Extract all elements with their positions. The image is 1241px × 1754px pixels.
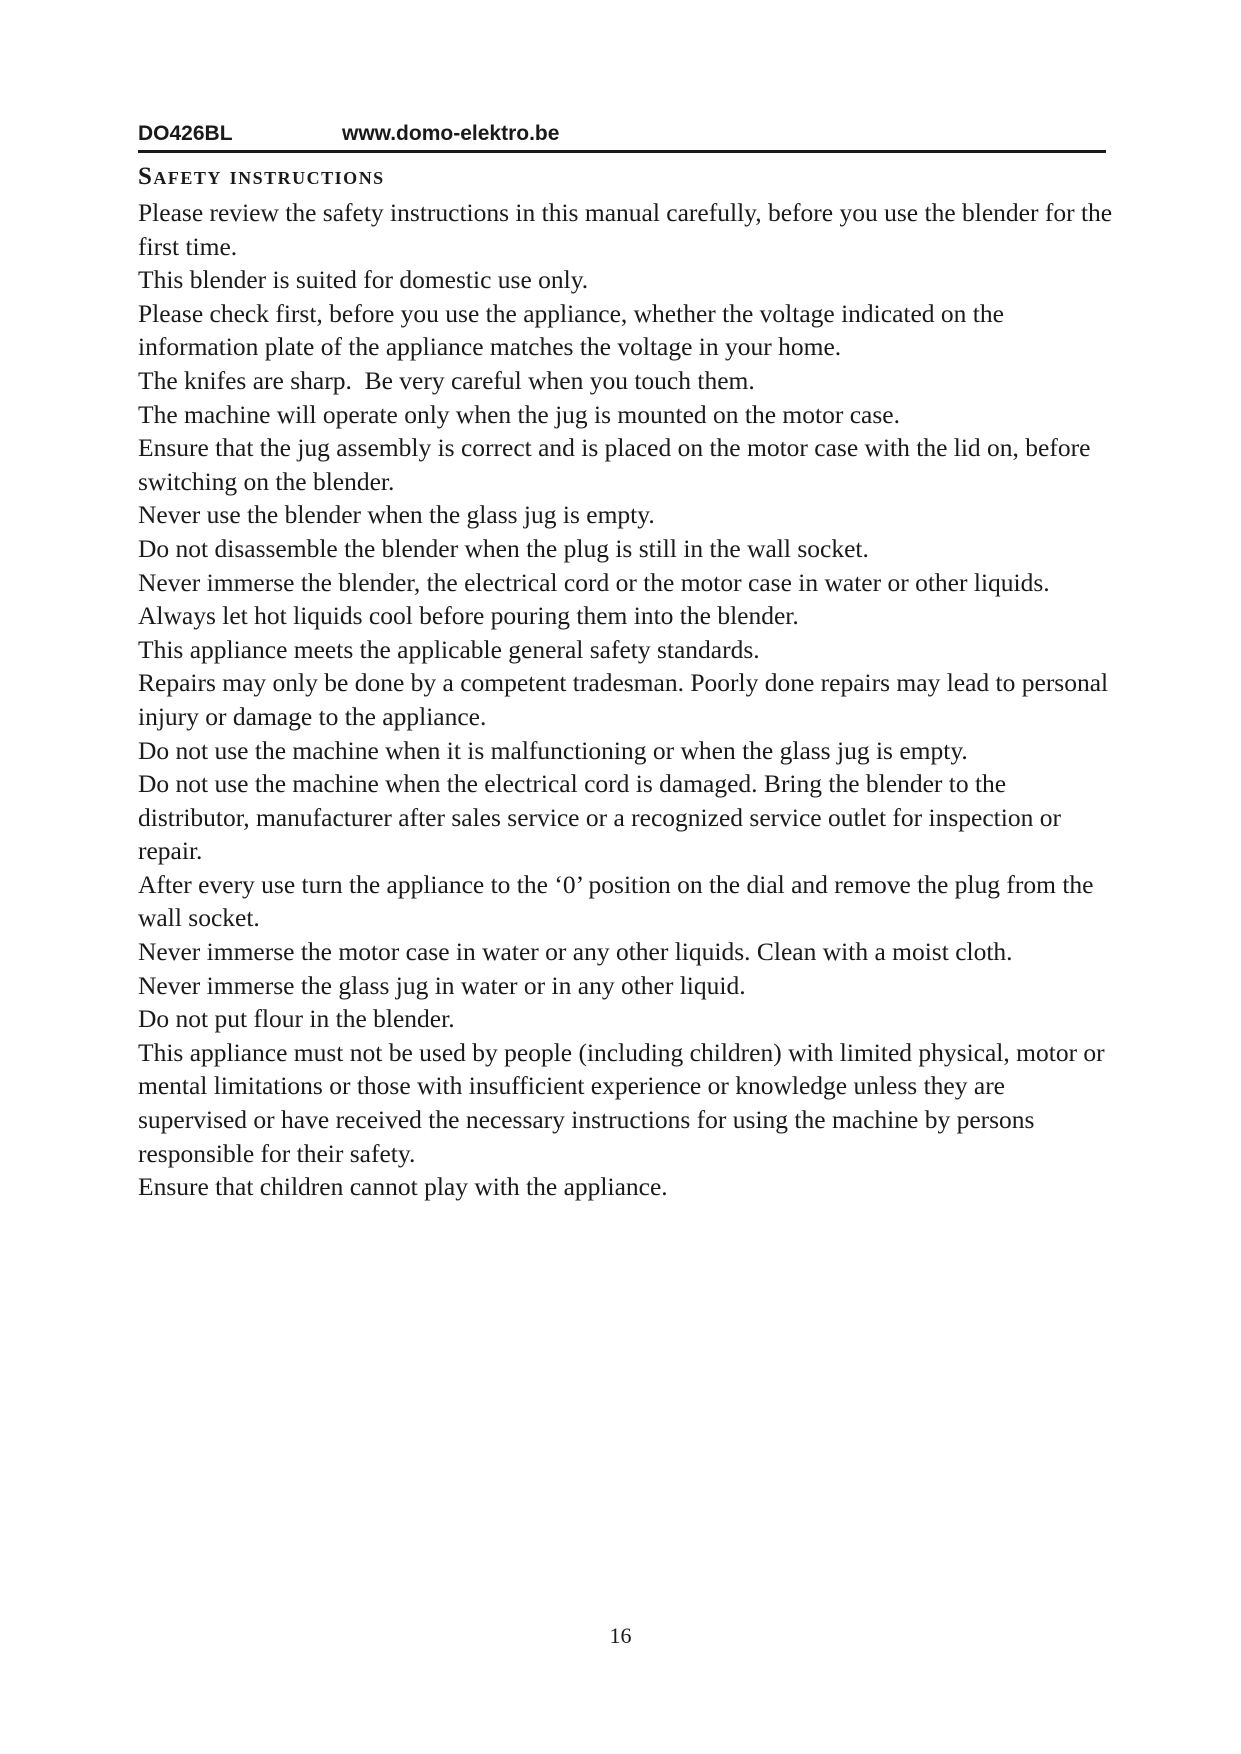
page-header xyxy=(138,120,1106,153)
safety-instructions-list xyxy=(138,196,1118,1204)
instruction-item: The machine will operate only when the jug is mounted on the motor case. xyxy=(138,399,900,429)
instruction-item: Never immerse the blender, the electrical cord or the motor case in water or other liquids. xyxy=(138,567,1050,597)
model-number: DO426BL xyxy=(138,122,233,145)
instruction-item: The knifes are sharp. Be very careful when you touch them. xyxy=(138,365,755,395)
instruction-item: Do not use the machine when it is malfunctioning or when the glass jug is empty. xyxy=(138,735,968,765)
instruction-item: Please check first, before you use the appliance, whether the voltage indicated on the information plate of the appliance matches the voltage in your home. xyxy=(138,298,1004,362)
instruction-item: This appliance must not be used by people (including children) with limited physical, motor or mental limitations or those with insufficient experience or knowledge unless they are supervised or have received the necessary instructions for using the machine by persons responsible for their safety. xyxy=(138,1037,1105,1168)
instruction-item: Never use the blender when the glass jug is empty. xyxy=(138,500,655,530)
instruction-item: Never immerse the motor case in water or any other liquids. Clean with a moist cloth. xyxy=(138,937,1013,967)
instruction-item: This appliance meets the applicable general safety standards. xyxy=(138,634,760,664)
instruction-item: Ensure that the jug assembly is correct and is placed on the motor case with the lid on, before switching on the blender. xyxy=(138,433,1091,496)
instruction-item: Ensure that children cannot play with the appliance. xyxy=(138,1172,668,1202)
section-title: Safety instructions xyxy=(138,163,385,190)
instruction-item: Do not put flour in the blender. xyxy=(138,1004,455,1034)
website-url: www.domo-elektro.be xyxy=(342,122,560,145)
instruction-item: Repairs may only be done by a competent tradesman. Poorly done repairs may lead to personal injury or damage to the appliance. xyxy=(138,668,1109,731)
instruction-item: This blender is suited for domestic use only. xyxy=(138,265,589,295)
instruction-item: Please review the safety instructions in this manual carefully, before you use the blender for the first time. xyxy=(138,198,1113,261)
instruction-item: After every use turn the appliance to the ‘0’ position on the dial and remove the plug from the wall socket. xyxy=(138,869,1094,933)
instruction-item: Do not disassemble the blender when the plug is still in the wall socket. xyxy=(138,533,869,563)
instruction-item: Do not use the machine when the electrical cord is damaged. Bring the blender to the distributor, manufacturer after sales service or a recognized service outlet for inspection or repair. xyxy=(138,769,1061,866)
instruction-item: Never immerse the glass jug in water or in any other liquid. xyxy=(138,970,746,1000)
instruction-item: Always let hot liquids cool before pouring them into the blender. xyxy=(138,601,799,631)
page-number: 16 xyxy=(609,1623,632,1648)
